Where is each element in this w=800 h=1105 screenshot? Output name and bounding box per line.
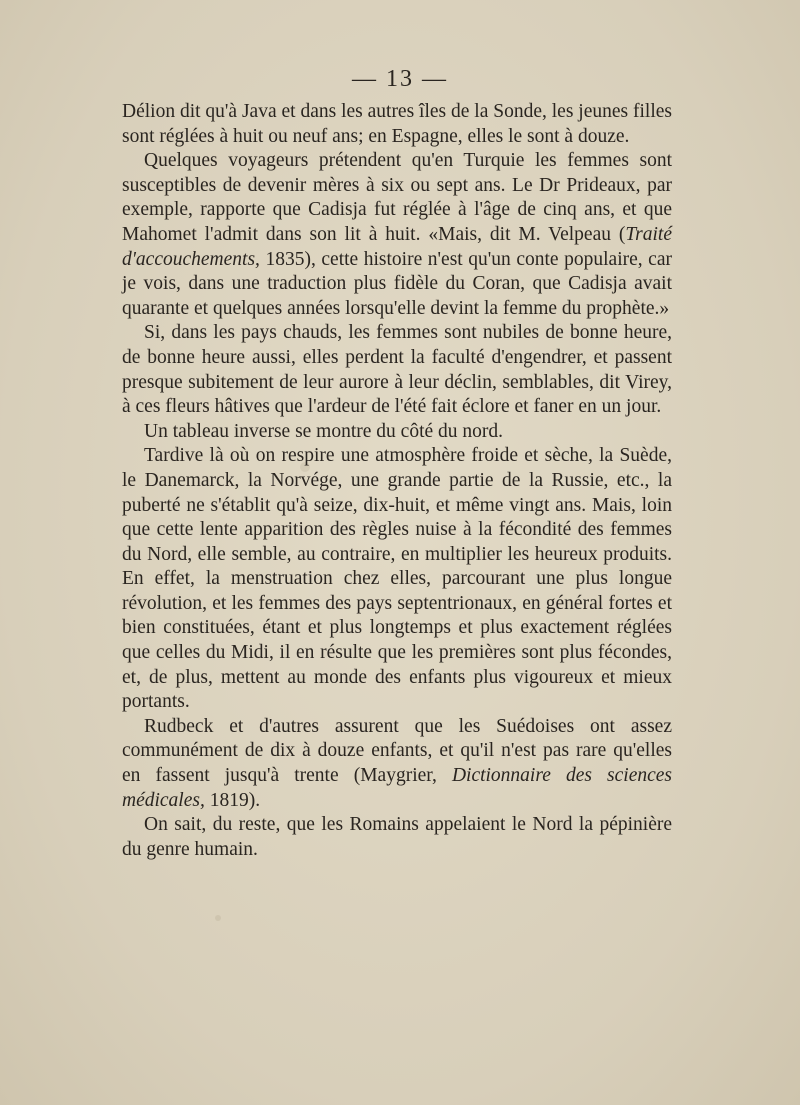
text-run: Tardive là où on respire une atmosphère froide et sèche, la Suède, le Danemarck, la Norvége, une grande partie de la Russie, etc., la puberté ne s'établit qu'à seize, dix-huit, et même vingt ans. Mais, loin que cette lente apparition des règles nuise à la fécondité des femmes du Nord, elle semble, au contraire, en multiplier les heureux produits. En effet, la menstruation chez elles, parcourant une plus longue révolution, et les femmes des pays septentrionaux, en général fortes et bien constituées, étant et plus longtemps et plus exactement réglées que celles du Midi, il en résulte que les premières sont plus fécondes, et, de plus, mettent au monde des enfants plus vigoureux et mieux portants. [122,445,672,713]
paragraph [122,149,672,321]
paragraph [122,444,672,715]
italic-citation: Dictionnaire des sciences médicales, [122,765,672,811]
page-body [122,100,672,862]
paragraph [122,420,672,445]
text-run: On sait, du reste, que les Romains appelaient le Nord la pépinière du genre humain. [122,814,672,860]
paper-stain [215,915,221,921]
paragraph [122,321,672,419]
text-run: Un tableau inverse se montre du côté du nord. [144,420,504,442]
page-number: — 13 — [352,66,448,92]
paragraph [122,813,672,862]
italic-citation: Traité d'accouchements, [122,223,672,270]
paragraph [122,715,672,813]
text-run: Rudbeck et d'autres assurent que les Suédoises ont assez communément de dix à douze enfants, et qu'il n'est pas rare qu'elles en fassent jusqu'à trente (Maygrier, [122,715,672,787]
text-run: 1819). [204,789,261,811]
text-run: Délion dit qu'à Java et dans les autres îles de la Sonde, les jeunes filles sont réglées à huit ou neuf ans; en Espagne, elles le sont à douze. [122,101,672,147]
text-run: Quelques voyageurs prétendent qu'en Turquie les femmes sont susceptibles de devenir mères à six ou sept ans. Le Dr Prideaux, par exemple, rapporte que Cadisja fut réglée à l'âge de cinq ans, et que Mahomet l'admit dans son lit à huit. «Mais, dit M. Velpeau ( [122,150,672,245]
text-run: 1835), cette histoire n'est qu'un conte populaire, car je vois, dans une traduction plus fidèle du Coran, que Cadisja avait quarante et quelques années lorsqu'elle devint la femme du prophète.» [122,248,672,319]
text-run: Si, dans les pays chauds, les femmes sont nubiles de bonne heure, de bonne heure aussi, elles perdent la faculté d'engendrer, et passent presque subitement de leur aurore à leur déclin, semblables, dit Virey, à ces fleurs hâtives que l'ardeur de l'été fait éclore et faner en un jour. [122,322,672,418]
paragraph [122,100,672,149]
